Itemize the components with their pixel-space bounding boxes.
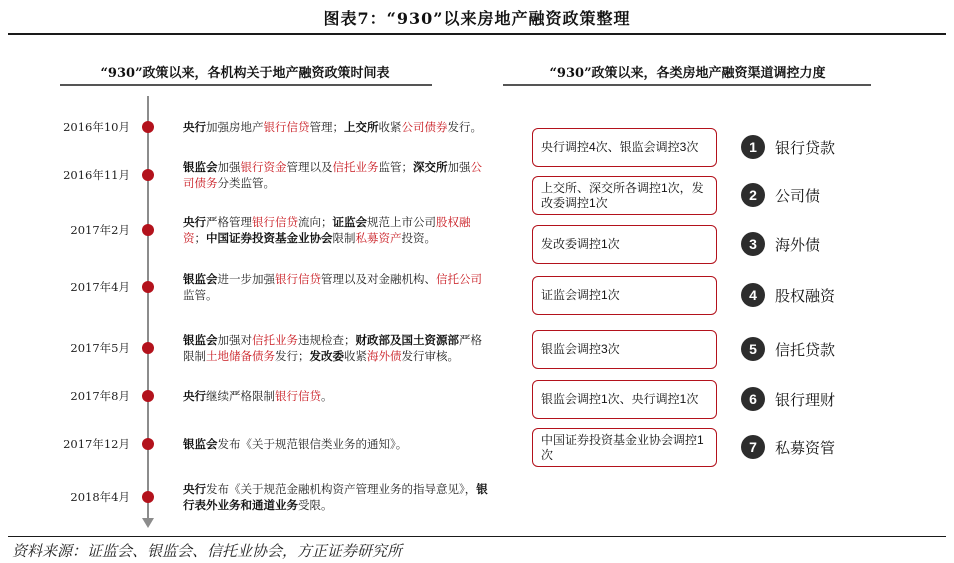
- channel-control-text: 银监会调控1次、央行调控1次: [541, 392, 699, 406]
- description-text: 加强: [217, 160, 241, 174]
- channel-number-badge: 2: [741, 183, 765, 207]
- figure-title: 图表7：“930”以来房地产融资政策整理: [323, 9, 631, 28]
- timeline-dot-icon: [142, 491, 154, 503]
- description-text: 违规检查；: [298, 333, 356, 347]
- description-text: 加强: [447, 160, 471, 174]
- description-text: 发行；: [275, 349, 310, 363]
- institution-name: 银监会: [183, 333, 218, 347]
- description-text: 加强房地产: [206, 120, 264, 134]
- description-text: 继续严格限制: [206, 389, 275, 403]
- channel-control-box: [532, 276, 717, 315]
- description-text: 限制: [332, 231, 356, 245]
- channel-control-box: [532, 225, 717, 264]
- timeline-description: [183, 159, 493, 191]
- institution-name: 中国证券投资基金业协会: [206, 231, 333, 245]
- right-section-header: “930”政策以来，各类房地产融资渠道调控力度: [549, 66, 826, 81]
- description-text: 分类监管。: [217, 176, 275, 190]
- highlighted-term: 私募资产: [355, 231, 402, 245]
- channel-control-box: [532, 330, 717, 369]
- highlighted-term: 股权融资: [183, 215, 471, 245]
- institution-name: 银行表外业务和通道业务: [183, 482, 488, 512]
- channel-label: 公司债: [775, 188, 821, 205]
- description-text: 发布《关于规范银信类业务的通知》。: [217, 437, 408, 451]
- bottom-rule: [8, 536, 946, 537]
- description-text: ；: [194, 231, 206, 245]
- institution-name: 上交所: [344, 120, 379, 134]
- institution-name: 央行: [183, 389, 206, 403]
- highlighted-term: 信托业务: [252, 333, 298, 347]
- highlighted-term: 信托公司: [436, 272, 482, 286]
- source-note: 资料来源：证监会、银监会、信托业协会，方正证券研究所: [12, 542, 403, 560]
- description-text: 规范上市公司: [367, 215, 436, 229]
- channel-control-text: 发改委调控1次: [541, 237, 620, 251]
- timeline-date: 2018年4月: [70, 490, 130, 504]
- institution-name: 深交所: [413, 160, 448, 174]
- description-text: 进一步加强: [217, 272, 275, 286]
- description-text: 管理以及对金融机构、: [321, 272, 436, 286]
- timeline-dot-icon: [142, 342, 154, 354]
- description-text: 收紧: [378, 120, 402, 134]
- description-text: 加强对: [217, 333, 252, 347]
- channel-control-box: [532, 428, 717, 467]
- timeline-dot-icon: [142, 281, 154, 293]
- timeline-description: [183, 214, 493, 246]
- channel-number-badge: 1: [741, 135, 765, 159]
- description-text: 发行。: [447, 120, 482, 134]
- channel-control-text: 银监会调控3次: [541, 342, 620, 356]
- description-text: 严格管理: [206, 215, 252, 229]
- channel-label: 海外债: [775, 237, 821, 254]
- description-text: 流向；: [298, 215, 333, 229]
- timeline-dot-icon: [142, 121, 154, 133]
- description-text: 收紧: [344, 349, 367, 363]
- timeline-dot-icon: [142, 390, 154, 402]
- channel-label: 私募资管: [775, 440, 836, 457]
- timeline-date: 2017年5月: [70, 341, 130, 355]
- channel-label: 银行贷款: [775, 140, 836, 157]
- channel-control-text: 央行调控4次、银监会调控3次: [541, 140, 699, 154]
- timeline-date: 2016年10月: [63, 120, 130, 134]
- highlighted-term: 银行资金: [240, 160, 287, 174]
- channel-control-text: 中国证券投资基金业协会调控1次: [541, 432, 704, 462]
- channel-control-text: 证监会调控1次: [541, 288, 620, 302]
- description-text: 受限。: [298, 498, 333, 512]
- description-text: 发行审核。: [401, 349, 459, 363]
- timeline-dot-icon: [142, 169, 154, 181]
- timeline-description: [183, 271, 493, 303]
- institution-name: 央行: [183, 482, 206, 496]
- institution-name: 财政部及国土资源部: [355, 333, 459, 347]
- description-text: 管理；: [309, 120, 344, 134]
- channel-number-badge: 3: [741, 232, 765, 256]
- description-text: 严格限制: [183, 333, 482, 363]
- channel-control-box: [532, 128, 717, 167]
- channel-label: 信托贷款: [775, 342, 836, 359]
- institution-name: 央行: [183, 120, 206, 134]
- institution-name: 央行: [183, 215, 206, 229]
- description-text: 监管。: [183, 288, 218, 302]
- description-text: 管理以及: [286, 160, 333, 174]
- description-text: 。: [321, 389, 333, 403]
- top-rule: [8, 33, 946, 35]
- channel-control-box: [532, 380, 717, 419]
- left-section-divider: [60, 84, 432, 86]
- channel-label: 股权融资: [775, 288, 836, 305]
- channel-control-box: [532, 176, 717, 215]
- description-text: 监管；: [378, 160, 413, 174]
- highlighted-term: 银行信贷: [252, 215, 298, 229]
- description-text: 发布《关于规范金融机构资产管理业务的指导意见》，: [206, 482, 477, 496]
- institution-name: 发改委: [309, 349, 344, 363]
- institution-name: 银监会: [183, 437, 218, 451]
- timeline-dot-icon: [142, 438, 154, 450]
- highlighted-term: 银行信贷: [263, 120, 310, 134]
- channel-number-badge: 7: [741, 435, 765, 459]
- left-section-header: “930”政策以来，各机构关于地产融资政策时间表: [100, 66, 390, 81]
- highlighted-term: 信托业务: [332, 160, 379, 174]
- highlighted-term: 土地储备债务: [206, 349, 275, 363]
- channel-number-badge: 6: [741, 387, 765, 411]
- timeline-date: 2017年12月: [63, 437, 130, 451]
- institution-name: 银监会: [183, 160, 218, 174]
- timeline-description: [183, 119, 493, 135]
- channel-number-badge: 4: [741, 283, 765, 307]
- highlighted-term: 银行信贷: [275, 272, 321, 286]
- right-section-divider: [503, 84, 871, 86]
- timeline-description: [183, 388, 493, 404]
- institution-name: 银监会: [183, 272, 218, 286]
- timeline-date: 2017年4月: [70, 280, 130, 294]
- channel-control-text: 上交所、深交所各调控1次，发改委调控1次: [541, 180, 704, 210]
- channel-label: 银行理财: [775, 392, 836, 409]
- highlighted-term: 公司债券: [401, 120, 448, 134]
- timeline-description: [183, 436, 493, 452]
- highlighted-term: 银行信贷: [275, 389, 321, 403]
- timeline-date: 2017年8月: [70, 389, 130, 403]
- highlighted-term: 海外债: [367, 349, 402, 363]
- highlighted-term: 公司债务: [183, 160, 482, 190]
- timeline-arrow-icon: [142, 518, 154, 528]
- timeline-axis: [147, 96, 149, 520]
- description-text: 投资。: [401, 231, 436, 245]
- institution-name: 证监会: [332, 215, 367, 229]
- timeline-description: [183, 332, 493, 364]
- timeline-date: 2016年11月: [63, 168, 130, 182]
- timeline-date: 2017年2月: [70, 223, 130, 237]
- timeline-dot-icon: [142, 224, 154, 236]
- timeline-description: [183, 481, 493, 513]
- channel-number-badge: 5: [741, 337, 765, 361]
